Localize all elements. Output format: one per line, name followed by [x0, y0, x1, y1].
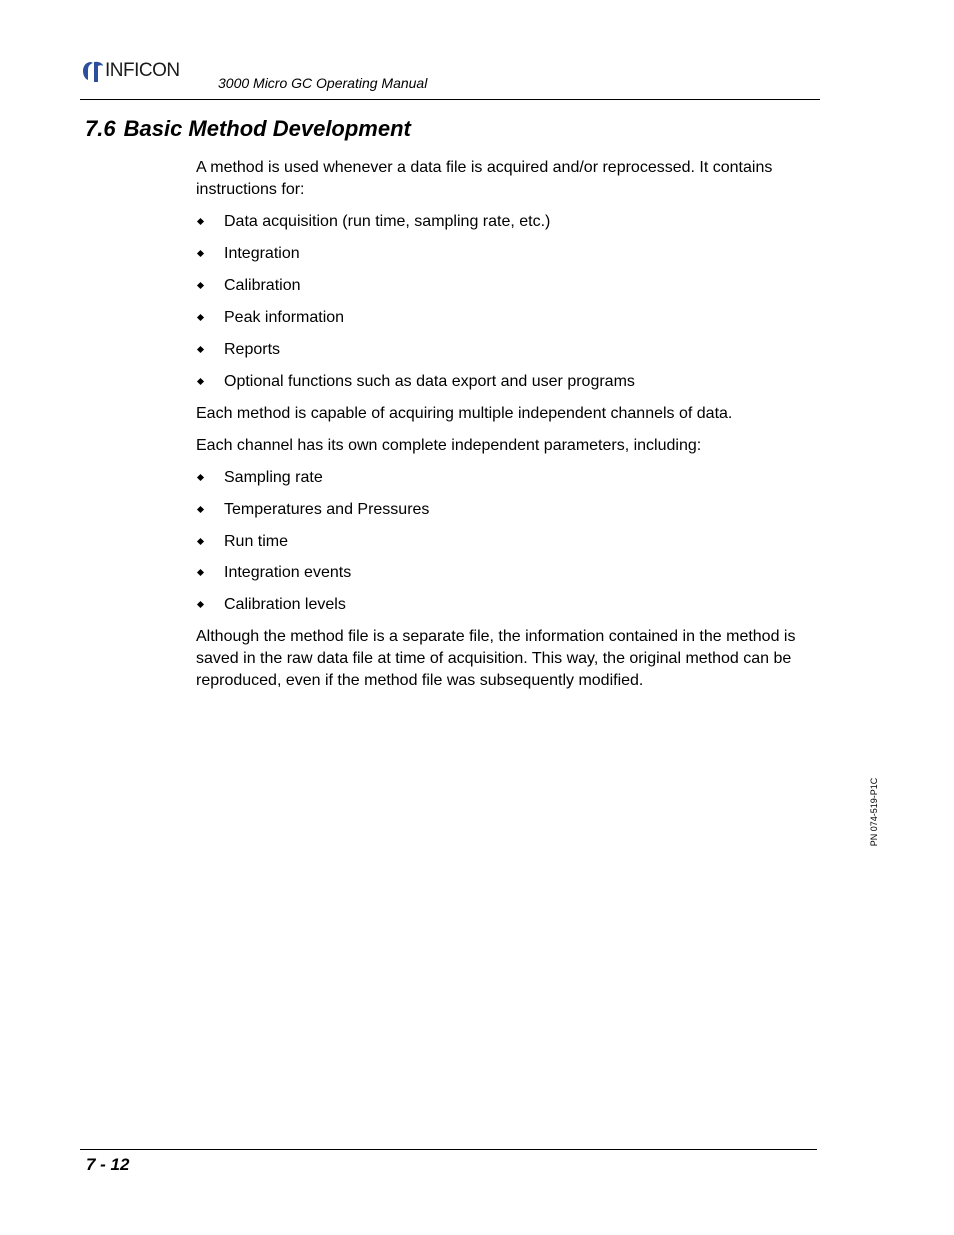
- section-body: [196, 157, 821, 702]
- closing-paragraph: Although the method file is a separate file, the information contained in the method is saved in the raw data file at time of acquisition. This way, the original method can be reproduced, even if the method file was subsequently modified.: [196, 628, 796, 689]
- logo-wordmark: INFICON: [105, 60, 180, 81]
- list-item: Temperatures and Pressures: [196, 499, 821, 521]
- list-item: Reports: [196, 339, 821, 361]
- bullet-diamond-icon: [197, 378, 204, 385]
- list-item: Optional functions such as data export and user programs: [196, 371, 821, 393]
- list-item: Peak information: [196, 307, 821, 329]
- bullet-diamond-icon: [197, 474, 204, 481]
- bullet-diamond-icon: [197, 569, 204, 576]
- bullet-diamond-icon: [197, 218, 204, 225]
- bullet-diamond-icon: [197, 601, 204, 608]
- list-item: Calibration: [196, 275, 821, 297]
- list-item: Sampling rate: [196, 467, 821, 489]
- section-title: Basic Method Development: [123, 116, 411, 141]
- part-number: PN 074-519-P1C: [869, 777, 879, 847]
- inficon-logo: [82, 59, 180, 83]
- inficon-logo-icon: [82, 59, 104, 83]
- bullet-diamond-icon: [197, 506, 204, 513]
- list-item: Run time: [196, 531, 821, 553]
- bullet-diamond-icon: [197, 537, 204, 544]
- list-item: Integration events: [196, 562, 821, 584]
- bullet-diamond-icon: [197, 314, 204, 321]
- manual-title: 3000 Micro GC Operating Manual: [218, 75, 428, 91]
- channel-parameters-list: [196, 467, 821, 616]
- bullet-diamond-icon: [197, 346, 204, 353]
- section-number: 7.6: [85, 116, 116, 141]
- bullet-diamond-icon: [197, 250, 204, 257]
- list-item: Data acquisition (run time, sampling rate, etc.): [196, 211, 821, 233]
- list-item: Calibration levels: [196, 594, 821, 616]
- method-contents-list: [196, 211, 821, 393]
- multi-channel-paragraph: Each method is capable of acquiring multiple independent channels of data.: [196, 405, 733, 422]
- list-item: Integration: [196, 243, 821, 265]
- header-divider: [80, 99, 820, 100]
- footer-divider: [80, 1149, 817, 1150]
- channel-intro-paragraph: Each channel has its own complete independent parameters, including:: [196, 437, 702, 454]
- intro-paragraph: A method is used whenever a data file is acquired and/or reprocessed. It contains instructions for:: [196, 159, 773, 198]
- section-heading: [85, 116, 411, 142]
- page-number: 7 - 12: [86, 1155, 130, 1174]
- bullet-diamond-icon: [197, 282, 204, 289]
